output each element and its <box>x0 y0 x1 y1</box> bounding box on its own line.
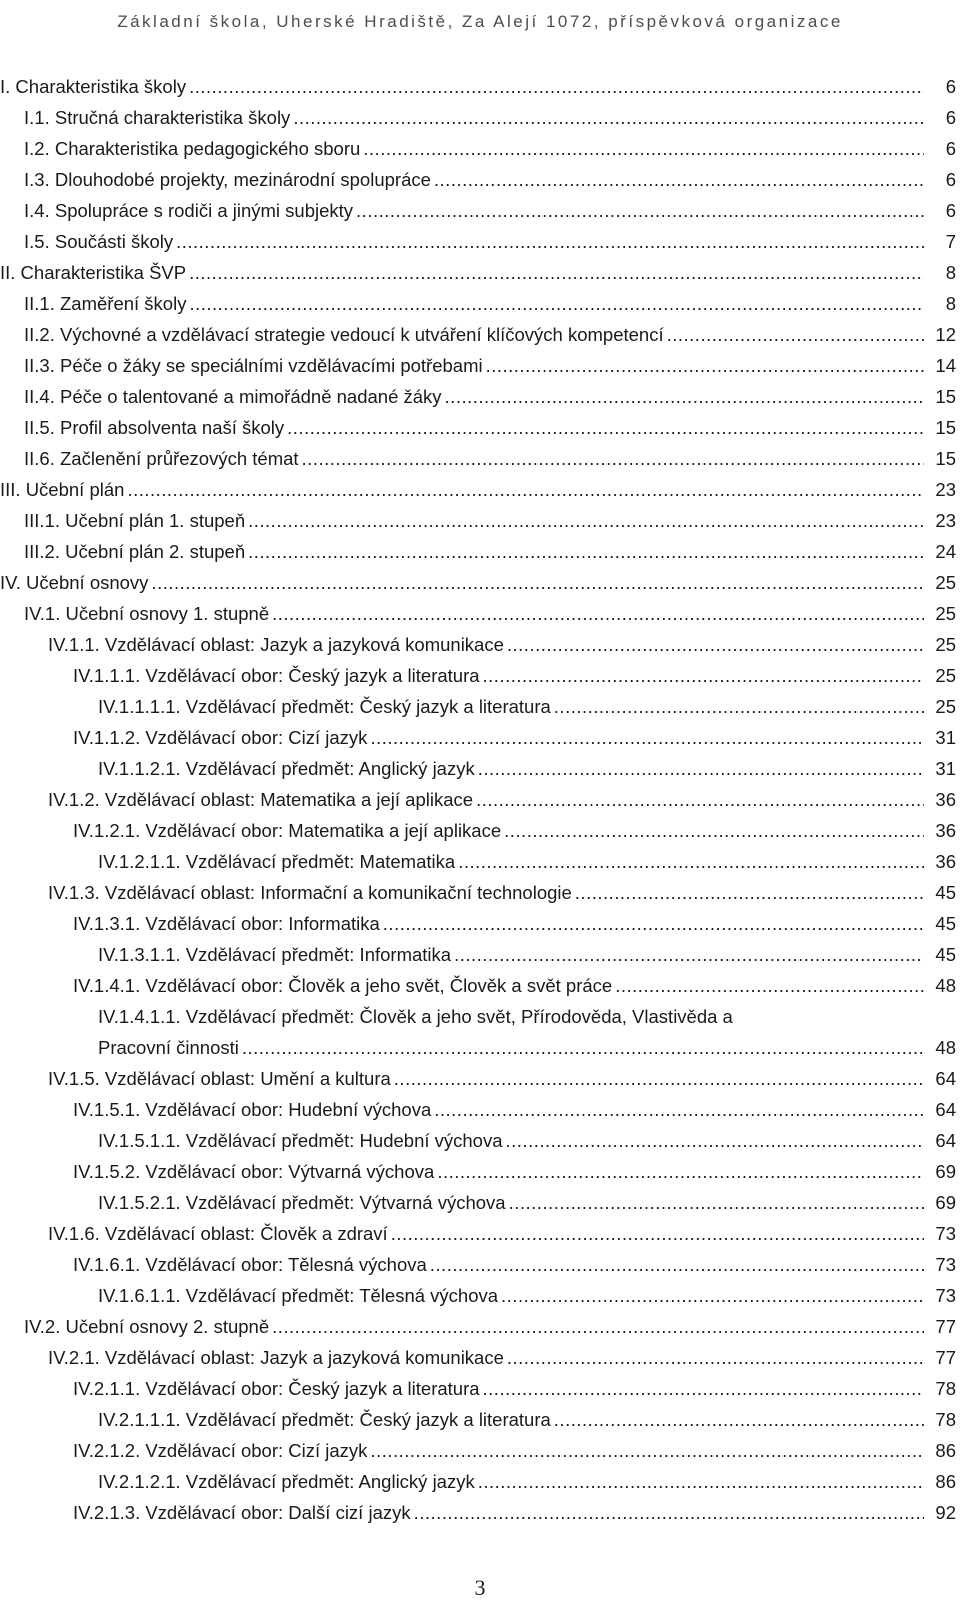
toc-entry-title: IV.1.2.1.1. Vzdělávací předmět: Matematika <box>98 851 456 872</box>
toc-entry-title: IV.1.5.1.1. Vzdělávací předmět: Hudební výchova <box>98 1130 503 1151</box>
toc-entry[interactable] <box>0 1404 956 1435</box>
toc-entry[interactable] <box>0 784 956 815</box>
dot-leader <box>248 505 924 536</box>
dot-leader <box>501 1280 924 1311</box>
dot-leader <box>483 1373 924 1404</box>
toc-entry-page: 25 <box>935 696 956 717</box>
dot-leader <box>504 815 924 846</box>
toc-entry[interactable] <box>0 970 956 1001</box>
dot-leader <box>454 939 924 970</box>
toc-entry-title: II.4. Péče o talentované a mimořádně nadané žáky <box>24 386 442 407</box>
toc-entry-title: IV.2.1.2. Vzdělávací obor: Cizí jazyk <box>73 1440 368 1461</box>
toc-entry-page: 7 <box>945 231 956 252</box>
table-of-contents <box>0 71 960 1528</box>
toc-entry-title-continued: Pracovní činnosti <box>98 1037 239 1058</box>
toc-entry-title: IV.1.5.2.1. Vzdělávací předmět: Výtvarná výchova <box>98 1192 506 1213</box>
toc-entry[interactable] <box>0 1094 956 1125</box>
toc-entry-page: 12 <box>935 324 956 345</box>
toc-entry-page: 36 <box>935 851 956 872</box>
dot-leader <box>445 381 924 412</box>
toc-entry[interactable] <box>0 381 956 412</box>
dot-leader <box>430 1249 924 1280</box>
toc-entry-title: IV.1.1.1. Vzdělávací obor: Český jazyk a literatura <box>73 665 480 686</box>
dot-leader <box>189 288 924 319</box>
toc-entry-title: IV.1.6.1.1. Vzdělávací předmět: Tělesná výchova <box>98 1285 499 1306</box>
toc-entry[interactable] <box>0 164 956 195</box>
dot-leader <box>458 846 924 877</box>
dot-leader <box>363 133 924 164</box>
dot-leader <box>189 257 924 288</box>
toc-entry-title: IV.1.2.1. Vzdělávací obor: Matematika a její aplikace <box>73 820 502 841</box>
dot-leader <box>437 1156 924 1187</box>
toc-entry-title: IV.1.5.2. Vzdělávací obor: Výtvarná výchova <box>73 1161 435 1182</box>
toc-entry-page: 23 <box>935 510 956 531</box>
toc-entry[interactable] <box>0 1218 956 1249</box>
dot-leader <box>476 784 924 815</box>
toc-entry[interactable] <box>0 474 956 505</box>
toc-entry-title: II. Charakteristika ŠVP <box>0 262 187 283</box>
toc-entry[interactable] <box>0 412 956 443</box>
dot-leader <box>302 443 924 474</box>
dot-leader <box>176 226 924 257</box>
toc-entry-page: 78 <box>935 1409 956 1430</box>
toc-entry[interactable] <box>0 195 956 226</box>
toc-entry-title: IV.1.4.1. Vzdělávací obor: Člověk a jeho svět, Člověk a svět práce <box>73 975 613 996</box>
toc-entry[interactable] <box>0 939 956 970</box>
toc-entry-title: II.1. Zaměření školy <box>24 293 187 314</box>
toc-entry-page: 64 <box>935 1130 956 1151</box>
toc-entry-page: 45 <box>935 882 956 903</box>
toc-entry-title: IV.1.1. Vzdělávací oblast: Jazyk a jazyková komunikace <box>48 634 504 655</box>
toc-entry[interactable] <box>0 1373 956 1404</box>
toc-entry[interactable] <box>0 1156 956 1187</box>
dot-leader <box>575 877 924 908</box>
dot-leader <box>478 753 924 784</box>
toc-entry-title: I.5. Součásti školy <box>24 231 174 252</box>
toc-entry-title: IV. Učební osnovy <box>0 572 149 593</box>
toc-entry-page: 6 <box>945 169 956 190</box>
toc-entry-title: I.1. Stručná charakteristika školy <box>24 107 291 128</box>
dot-leader <box>370 722 924 753</box>
toc-entry-page: 48 <box>935 975 956 996</box>
toc-entry-title: II.2. Výchovné a vzdělávací strategie vedoucí k utváření klíčových kompetencí <box>24 324 664 345</box>
dot-leader <box>127 474 924 505</box>
dot-leader <box>287 412 924 443</box>
toc-entry[interactable] <box>0 660 956 691</box>
toc-entry[interactable] <box>0 1249 956 1280</box>
header-text: Základní škola, Uherské Hradiště, Za Alejí 1072, příspěvková organizace <box>117 12 843 31</box>
toc-entry-page: 24 <box>935 541 956 562</box>
toc-entry-title: IV.2.1.2.1. Vzdělávací předmět: Anglický jazyk <box>98 1471 475 1492</box>
dot-leader <box>554 1404 924 1435</box>
toc-entry-title: I.3. Dlouhodobé projekty, mezinárodní spolupráce <box>24 169 431 190</box>
dot-leader <box>478 1466 924 1497</box>
toc-entry-title: III.1. Učební plán 1. stupeň <box>24 510 246 531</box>
toc-entry-page: 6 <box>945 138 956 159</box>
toc-entry[interactable] <box>0 226 956 257</box>
toc-entry-page: 14 <box>935 355 956 376</box>
toc-entry[interactable] <box>0 1125 956 1156</box>
toc-entry[interactable] <box>0 102 956 133</box>
toc-entry-page: 15 <box>935 417 956 438</box>
toc-entry-page: 86 <box>935 1471 956 1492</box>
toc-entry[interactable] <box>0 1001 956 1063</box>
toc-entry[interactable] <box>0 1063 956 1094</box>
toc-entry[interactable] <box>0 877 956 908</box>
toc-entry-title: I.2. Charakteristika pedagogického sboru <box>24 138 361 159</box>
toc-entry-page: 77 <box>935 1316 956 1337</box>
toc-entry-title: IV.2.1.1.1. Vzdělávací předmět: Český jazyk a literatura <box>98 1409 551 1430</box>
toc-entry[interactable] <box>0 1342 956 1373</box>
toc-entry[interactable] <box>0 722 956 753</box>
toc-entry-page: 78 <box>935 1378 956 1399</box>
toc-entry-title: IV.1.5.1. Vzdělávací obor: Hudební výchova <box>73 1099 432 1120</box>
dot-leader <box>272 598 924 629</box>
running-header <box>0 0 960 44</box>
page-number: 3 <box>474 1575 486 1600</box>
toc-entry-title: I. Charakteristika školy <box>0 76 187 97</box>
dot-leader <box>272 1311 924 1342</box>
toc-entry-title: IV.2.1.1. Vzdělávací obor: Český jazyk a literatura <box>73 1378 480 1399</box>
dot-leader <box>615 970 924 1001</box>
toc-entry[interactable] <box>0 1466 956 1497</box>
toc-entry[interactable] <box>0 753 956 784</box>
toc-entry-page: 73 <box>935 1223 956 1244</box>
toc-entry[interactable] <box>0 505 956 536</box>
toc-entry-title: IV.1. Učební osnovy 1. stupně <box>24 603 270 624</box>
toc-entry-page: 77 <box>935 1347 956 1368</box>
toc-entry[interactable] <box>0 257 956 288</box>
toc-entry-title: IV.1.6.1. Vzdělávací obor: Tělesná výchova <box>73 1254 427 1275</box>
toc-entry[interactable] <box>0 908 956 939</box>
dot-leader <box>394 1063 924 1094</box>
dot-leader <box>434 164 924 195</box>
toc-entry[interactable] <box>0 71 956 102</box>
dot-leader <box>242 1032 924 1063</box>
toc-entry[interactable] <box>0 319 956 350</box>
toc-entry[interactable] <box>0 598 956 629</box>
toc-entry-title: II.3. Péče o žáky se speciálními vzdělávacími potřebami <box>24 355 483 376</box>
toc-entry[interactable] <box>0 629 956 660</box>
toc-entry[interactable] <box>0 443 956 474</box>
toc-entry-page: 86 <box>935 1440 956 1461</box>
dot-leader <box>248 536 924 567</box>
toc-entry-page: 6 <box>945 76 956 97</box>
toc-entry-page: 69 <box>935 1192 956 1213</box>
toc-entry-title: IV.1.1.1.1. Vzdělávací předmět: Český jazyk a literatura <box>98 696 551 717</box>
toc-entry[interactable] <box>0 536 956 567</box>
toc-entry-title: III.2. Učební plán 2. stupeň <box>24 541 246 562</box>
toc-entry-page: 64 <box>935 1099 956 1120</box>
toc-entry[interactable] <box>0 1497 956 1528</box>
toc-entry-page: 8 <box>945 262 956 283</box>
toc-entry-title: IV.1.3.1. Vzdělávací obor: Informatika <box>73 913 380 934</box>
toc-entry[interactable] <box>0 1311 956 1342</box>
toc-entry-title: II.6. Začlenění průřezových témat <box>24 448 299 469</box>
toc-entry-title: III. Učební plán <box>0 479 125 500</box>
dot-leader <box>370 1435 924 1466</box>
toc-entry-title: II.5. Profil absolventa naší školy <box>24 417 285 438</box>
toc-entry-title: IV.2. Učební osnovy 2. stupně <box>24 1316 270 1337</box>
toc-entry-page: 25 <box>935 634 956 655</box>
toc-entry-page: 6 <box>945 200 956 221</box>
toc-entry-page: 36 <box>935 789 956 810</box>
toc-entry-title: IV.1.4.1.1. Vzdělávací předmět: Člověk a jeho svět, Přírodověda, Vlastivěda a <box>98 1006 733 1027</box>
dot-leader <box>383 908 924 939</box>
toc-entry-title: IV.1.2. Vzdělávací oblast: Matematika a její aplikace <box>48 789 474 810</box>
toc-entry[interactable] <box>0 350 956 381</box>
toc-entry[interactable] <box>0 815 956 846</box>
toc-entry[interactable] <box>0 1280 956 1311</box>
toc-entry-page: 25 <box>935 665 956 686</box>
dot-leader <box>554 691 924 722</box>
dot-leader <box>667 319 924 350</box>
dot-leader <box>506 1125 924 1156</box>
toc-entry-page: 25 <box>935 603 956 624</box>
toc-entry-page: 92 <box>935 1502 956 1523</box>
toc-entry-page: 31 <box>935 758 956 779</box>
toc-entry-title: IV.2.1. Vzdělávací oblast: Jazyk a jazyková komunikace <box>48 1347 504 1368</box>
toc-list <box>0 71 956 1528</box>
toc-entry-page: 64 <box>935 1068 956 1089</box>
toc-entry-page: 69 <box>935 1161 956 1182</box>
toc-entry-page: 48 <box>935 1037 956 1058</box>
dot-leader <box>507 1342 924 1373</box>
toc-entry[interactable] <box>0 1187 956 1218</box>
toc-entry-title: IV.2.1.3. Vzdělávací obor: Další cizí jazyk <box>73 1502 411 1523</box>
toc-entry[interactable] <box>0 691 956 722</box>
toc-entry-page: 15 <box>935 386 956 407</box>
toc-entry-title: I.4. Spolupráce s rodiči a jinými subjekty <box>24 200 354 221</box>
toc-entry-page: 73 <box>935 1254 956 1275</box>
dot-leader <box>483 660 924 691</box>
toc-entry-page: 8 <box>945 293 956 314</box>
toc-entry-title: IV.1.1.2. Vzdělávací obor: Cizí jazyk <box>73 727 368 748</box>
toc-entry-page: 23 <box>935 479 956 500</box>
toc-entry-page: 36 <box>935 820 956 841</box>
toc-entry-page: 31 <box>935 727 956 748</box>
dot-leader <box>486 350 924 381</box>
toc-entry-page: 15 <box>935 448 956 469</box>
toc-entry-title: IV.1.5. Vzdělávací oblast: Umění a kultura <box>48 1068 391 1089</box>
dot-leader <box>151 567 924 598</box>
dot-leader <box>391 1218 924 1249</box>
toc-entry[interactable] <box>0 1435 956 1466</box>
toc-entry-title: IV.1.3. Vzdělávací oblast: Informační a komunikační technologie <box>48 882 572 903</box>
dot-leader <box>507 629 924 660</box>
toc-entry-page: 45 <box>935 944 956 965</box>
toc-entry-page: 6 <box>945 107 956 128</box>
dot-leader <box>509 1187 924 1218</box>
dot-leader <box>293 102 924 133</box>
dot-leader <box>434 1094 924 1125</box>
dot-leader <box>356 195 924 226</box>
toc-entry[interactable] <box>0 288 956 319</box>
toc-entry[interactable] <box>0 846 956 877</box>
dot-leader <box>189 71 924 102</box>
toc-entry-page: 45 <box>935 913 956 934</box>
toc-entry[interactable] <box>0 133 956 164</box>
toc-entry-title: IV.1.6. Vzdělávací oblast: Člověk a zdraví <box>48 1223 388 1244</box>
toc-entry-page: 25 <box>935 572 956 593</box>
toc-entry[interactable] <box>0 567 956 598</box>
toc-entry-page: 73 <box>935 1285 956 1306</box>
dot-leader <box>414 1497 924 1528</box>
toc-entry-title: IV.1.3.1.1. Vzdělávací předmět: Informatika <box>98 944 452 965</box>
toc-entry-title: IV.1.1.2.1. Vzdělávací předmět: Anglický jazyk <box>98 758 475 779</box>
